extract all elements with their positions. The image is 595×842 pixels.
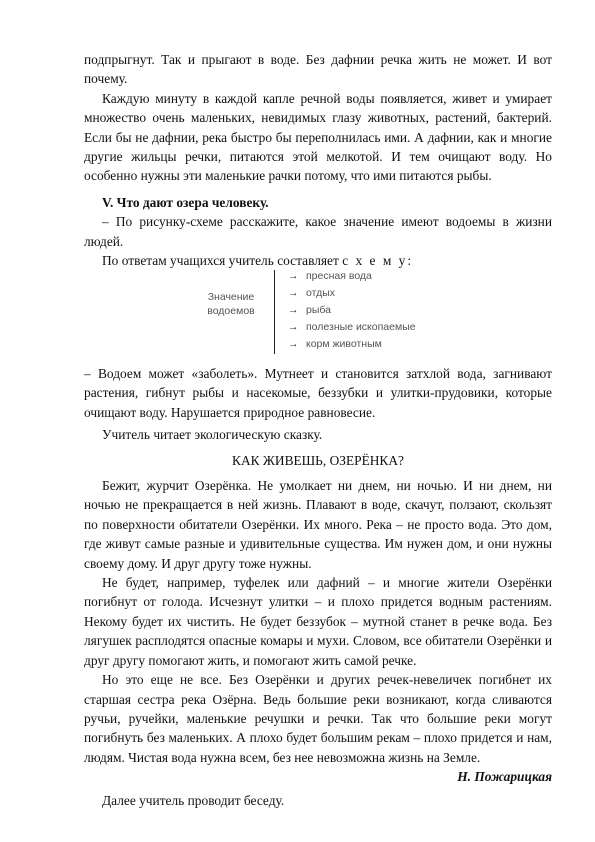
scheme-item: → пресная вода [288, 268, 416, 285]
paragraph-daphnia: Каждую минуту в каждой капле речной воды появляется, живет и умирает множество очень маленьких, невидимых глазу животных, растений, бактерий. Если бы не дафнии, река быстро бы переполнилась ими. А дафнии, как и многие другие жильцы речки, питаются этой мелкотой. И тем очищают воду. Но особенно нужны эти маленькие рачки потому, что ими питаются рыбы. [84, 90, 552, 184]
paragraph-continuation: подпрыгнут. Так и прыгают в воде. Без дафнии речка жить не может. И вот почему. [84, 52, 552, 87]
tale-paragraph: Бежит, журчит Озерёнка. Не умолкает ни днем, ни ночью. И ни днем, ни ночью не прекращается в ней жизнь. Плавают в воде, скачут, ползают, скользят по поверхности обитатели Озерёнки. Их много. Река – не просто вода. Это дом, где живут самые разные и удивительные существа. Им нужен дом, и они нужны своему дому. И друг другу тоже нужны. [84, 478, 552, 571]
scheme-brace-line [274, 270, 275, 354]
arrow-right-icon: → [288, 304, 299, 316]
arrow-right-icon: → [288, 321, 299, 333]
scheme-label-line2: водоемов [207, 305, 255, 317]
arrow-right-icon: → [288, 270, 299, 282]
closing-paragraph: Далее учитель проводит беседу. [102, 792, 285, 808]
scheme-label [196, 290, 266, 318]
scheme-item: → отдых [288, 285, 416, 302]
text-block-bottom [84, 364, 552, 810]
scheme-list [288, 268, 416, 353]
scheme-item: → рыба [288, 302, 416, 319]
tale-title: КАК ЖИВЕШЬ, ОЗЕРЁНКА? [232, 452, 404, 468]
paragraph-tale-intro: Учитель читает экологическую сказку. [102, 427, 323, 443]
scheme-item: → корм животным [288, 336, 416, 353]
tale-paragraph: Не будет, например, туфелек или дафний – и многие жители Озерёнки погибнут от голода. Исчезнут улитки – и плохо придется водным растениям. Некому будет их чистить. Не будет беззубок – мутной станет в речке вода. Без лягушек расплодятся опасные комары и мухи. Словом, все обитатели Озерёнки и друг другу помогают жить, и помогают жить самой речке. [84, 575, 552, 668]
scheme-diagram [196, 268, 476, 354]
paragraph-disease: – Водоем может «заболеть». Мутнеет и становится затхлой вода, загнивают растения, гибнут рыбы и насекомые, беззубки и улитки-прудовики, которые очищают воду. Нарушается природное равновесие. [84, 366, 552, 420]
tale-paragraph: Но это еще не все. Без Озерёнки и других речек-невеличек погибнет их старшая сестра река Озёрна. Ведь большие реки возникают, когда сливаются ручьи, ручейки, маленькие речушки и речки. Так что большие реки могут погибнуть без маленьких. А плохо будет большим рекам – плохо придется и нам, людям. Чистая вода нужна всем, без нее невозможна жизнь на Земле. [84, 672, 552, 765]
author-signature: Н. Пожарицкая [457, 769, 552, 785]
section-heading: V. Что дают озера человеку. [102, 194, 269, 210]
scheme-item: → полезные ископаемые [288, 319, 416, 336]
arrow-right-icon: → [288, 287, 299, 299]
scheme-label-line1: Значение [207, 291, 255, 303]
question-paragraph: – По рисунку-схеме расскажите, какое значение имеют водоемы в жизни людей. [84, 214, 552, 249]
scheme-word: с х е м у [342, 253, 408, 269]
scheme-intro-text: По ответам учащихся учитель составляет [102, 253, 339, 269]
arrow-right-icon: → [288, 338, 299, 350]
text-block-top [84, 50, 552, 270]
scheme-colon: : [407, 253, 412, 269]
